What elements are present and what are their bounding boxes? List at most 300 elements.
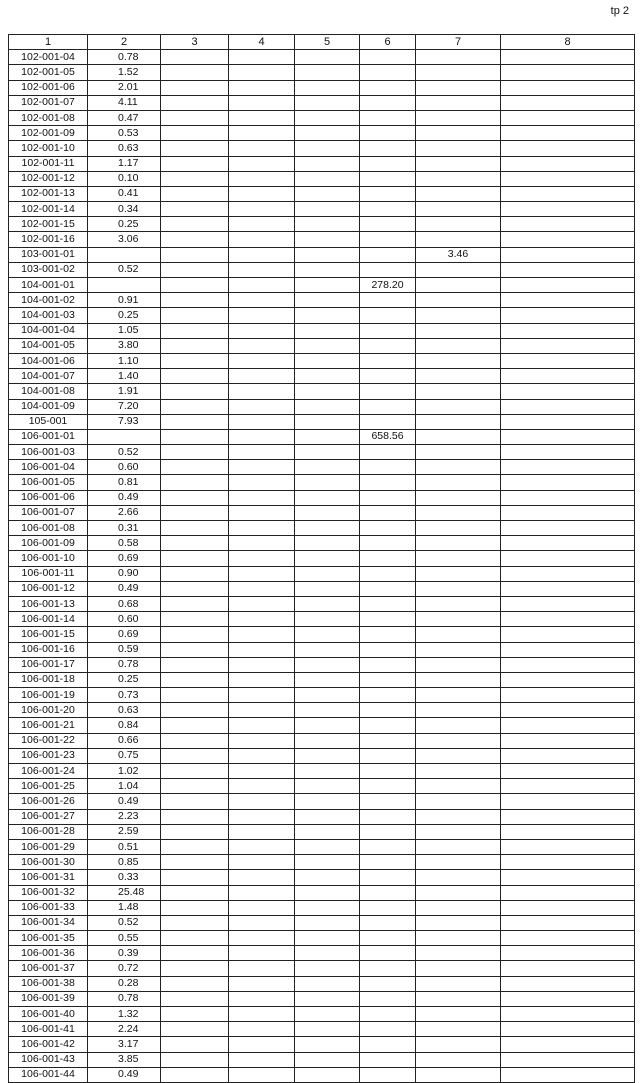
table-cell-col-3 — [161, 642, 229, 657]
table-cell-col-6 — [360, 748, 416, 763]
table-cell-col-1: 106-001-43 — [9, 1052, 88, 1067]
table-cell-col-3 — [161, 900, 229, 915]
table-cell-col-1: 106-001-06 — [9, 490, 88, 505]
table-cell-col-3 — [161, 232, 229, 247]
table-cell-col-4 — [229, 141, 295, 156]
table-cell-col-1: 106-001-22 — [9, 733, 88, 748]
table-cell-col-5 — [295, 703, 360, 718]
table-cell-col-4 — [229, 596, 295, 611]
table-cell-col-6 — [360, 293, 416, 308]
column-header-7: 7 — [416, 35, 501, 50]
table-cell-col-8 — [501, 824, 635, 839]
table-row — [9, 308, 635, 323]
table-cell-col-1: 102-001-13 — [9, 186, 88, 201]
table-cell-col-4 — [229, 551, 295, 566]
table-cell-col-5 — [295, 171, 360, 186]
table-cell-col-7 — [416, 870, 501, 885]
table-cell-col-1: 106-001-04 — [9, 460, 88, 475]
table-cell-col-7 — [416, 551, 501, 566]
table-cell-col-7 — [416, 126, 501, 141]
table-row — [9, 870, 635, 885]
table-cell-col-3 — [161, 931, 229, 946]
table-cell-col-7 — [416, 399, 501, 414]
table-cell-col-1: 104-001-09 — [9, 399, 88, 414]
table-cell-col-1: 106-001-07 — [9, 505, 88, 520]
table-cell-col-3 — [161, 824, 229, 839]
table-cell-col-8 — [501, 308, 635, 323]
table-cell-col-4 — [229, 642, 295, 657]
table-cell-col-2: 0.85 — [88, 855, 161, 870]
table-row — [9, 232, 635, 247]
table-cell-col-6 — [360, 839, 416, 854]
table-cell-col-6 — [360, 445, 416, 460]
table-cell-col-1: 106-001-20 — [9, 703, 88, 718]
table-row — [9, 551, 635, 566]
table-cell-col-7 — [416, 581, 501, 596]
table-cell-col-3 — [161, 764, 229, 779]
table-cell-col-8 — [501, 475, 635, 490]
table-cell-col-5 — [295, 110, 360, 125]
table-row — [9, 809, 635, 824]
table-cell-col-5 — [295, 1067, 360, 1082]
table-cell-col-7 — [416, 141, 501, 156]
table-cell-col-1: 106-001-21 — [9, 718, 88, 733]
table-cell-col-1: 102-001-05 — [9, 65, 88, 80]
table-cell-col-6 — [360, 1067, 416, 1082]
table-row — [9, 1067, 635, 1082]
table-cell-col-8 — [501, 581, 635, 596]
table-cell-col-2 — [88, 278, 161, 293]
table-cell-col-1: 104-001-07 — [9, 369, 88, 384]
table-cell-col-5 — [295, 672, 360, 687]
table-cell-col-3 — [161, 521, 229, 536]
table-cell-col-1: 106-001-27 — [9, 809, 88, 824]
table-cell-col-4 — [229, 1067, 295, 1082]
table-cell-col-7 — [416, 596, 501, 611]
table-row — [9, 536, 635, 551]
table-cell-col-7: 3.46 — [416, 247, 501, 262]
table-row — [9, 50, 635, 65]
table-cell-col-7 — [416, 931, 501, 946]
table-cell-col-6 — [360, 262, 416, 277]
table-cell-col-2: 0.49 — [88, 794, 161, 809]
table-cell-col-7 — [416, 232, 501, 247]
table-cell-col-2: 1.02 — [88, 764, 161, 779]
table-cell-col-2: 3.85 — [88, 1052, 161, 1067]
table-cell-col-3 — [161, 278, 229, 293]
table-cell-col-5 — [295, 490, 360, 505]
table-cell-col-1: 106-001-12 — [9, 581, 88, 596]
table-cell-col-2: 0.34 — [88, 202, 161, 217]
table-row — [9, 703, 635, 718]
table-cell-col-4 — [229, 1037, 295, 1052]
table-cell-col-3 — [161, 809, 229, 824]
table-cell-col-5 — [295, 95, 360, 110]
table-cell-col-2: 4.11 — [88, 95, 161, 110]
table-cell-col-1: 106-001-16 — [9, 642, 88, 657]
table-row — [9, 217, 635, 232]
table-cell-col-6 — [360, 596, 416, 611]
table-cell-col-4 — [229, 566, 295, 581]
table-cell-col-1: 106-001-05 — [9, 475, 88, 490]
table-cell-col-6 — [360, 1007, 416, 1022]
table-cell-col-7 — [416, 764, 501, 779]
table-cell-col-6 — [360, 460, 416, 475]
table-cell-col-2: 0.52 — [88, 445, 161, 460]
table-cell-col-4 — [229, 885, 295, 900]
table-cell-col-3 — [161, 1037, 229, 1052]
table-cell-col-8 — [501, 399, 635, 414]
table-cell-col-4 — [229, 991, 295, 1006]
table-cell-col-7 — [416, 429, 501, 444]
table-cell-col-2: 0.90 — [88, 566, 161, 581]
table-cell-col-8 — [501, 536, 635, 551]
table-cell-col-2: 0.78 — [88, 50, 161, 65]
table-cell-col-3 — [161, 1022, 229, 1037]
table-row — [9, 399, 635, 414]
table-cell-col-7 — [416, 672, 501, 687]
table-cell-col-4 — [229, 809, 295, 824]
table-cell-col-1: 104-001-08 — [9, 384, 88, 399]
table-cell-col-8 — [501, 384, 635, 399]
table-cell-col-6 — [360, 308, 416, 323]
table-cell-col-2: 0.31 — [88, 521, 161, 536]
table-cell-col-1: 106-001-24 — [9, 764, 88, 779]
table-cell-col-5 — [295, 870, 360, 885]
table-cell-col-3 — [161, 1052, 229, 1067]
table-cell-col-5 — [295, 809, 360, 824]
table-cell-col-7 — [416, 186, 501, 201]
table-cell-col-4 — [229, 202, 295, 217]
table-cell-col-4 — [229, 748, 295, 763]
table-cell-col-7 — [416, 80, 501, 95]
table-cell-col-7 — [416, 338, 501, 353]
table-row — [9, 627, 635, 642]
table-cell-col-1: 104-001-06 — [9, 353, 88, 368]
table-row — [9, 95, 635, 110]
table-cell-col-2: 2.01 — [88, 80, 161, 95]
table-row — [9, 915, 635, 930]
table-cell-col-6 — [360, 80, 416, 95]
table-cell-col-6 — [360, 900, 416, 915]
table-row — [9, 247, 635, 262]
table-row — [9, 65, 635, 80]
table-cell-col-5 — [295, 505, 360, 520]
table-row — [9, 612, 635, 627]
table-cell-col-6 — [360, 976, 416, 991]
table-cell-col-1: 102-001-07 — [9, 95, 88, 110]
table-row — [9, 490, 635, 505]
table-cell-col-5 — [295, 688, 360, 703]
table-cell-col-3 — [161, 733, 229, 748]
table-row — [9, 824, 635, 839]
table-cell-col-4 — [229, 521, 295, 536]
table-row — [9, 384, 635, 399]
table-cell-col-7 — [416, 1007, 501, 1022]
column-header-4: 4 — [229, 35, 295, 50]
table-cell-col-1: 106-001-11 — [9, 566, 88, 581]
table-cell-col-5 — [295, 566, 360, 581]
table-cell-col-7 — [416, 202, 501, 217]
table-cell-col-8 — [501, 156, 635, 171]
table-cell-col-6 — [360, 718, 416, 733]
table-cell-col-7 — [416, 961, 501, 976]
table-cell-col-1: 105-001 — [9, 414, 88, 429]
table-cell-col-6 — [360, 824, 416, 839]
table-cell-col-4 — [229, 126, 295, 141]
table-cell-col-5 — [295, 141, 360, 156]
table-cell-col-4 — [229, 976, 295, 991]
table-cell-col-3 — [161, 596, 229, 611]
table-cell-col-7 — [416, 824, 501, 839]
table-cell-col-3 — [161, 293, 229, 308]
table-cell-col-1: 102-001-14 — [9, 202, 88, 217]
table-cell-col-2: 1.10 — [88, 353, 161, 368]
table-row — [9, 521, 635, 536]
table-cell-col-6 — [360, 703, 416, 718]
table-cell-col-2: 2.23 — [88, 809, 161, 824]
table-cell-col-4 — [229, 445, 295, 460]
table-cell-col-4 — [229, 369, 295, 384]
table-cell-col-1: 106-001-08 — [9, 521, 88, 536]
table-cell-col-3 — [161, 414, 229, 429]
table-cell-col-3 — [161, 551, 229, 566]
table-row — [9, 718, 635, 733]
table-cell-col-5 — [295, 50, 360, 65]
table-cell-col-7 — [416, 95, 501, 110]
table-cell-col-2: 0.72 — [88, 961, 161, 976]
table-cell-col-8 — [501, 186, 635, 201]
table-cell-col-2: 0.66 — [88, 733, 161, 748]
table-cell-col-8 — [501, 110, 635, 125]
table-cell-col-2: 0.52 — [88, 915, 161, 930]
table-cell-col-4 — [229, 217, 295, 232]
table-cell-col-4 — [229, 946, 295, 961]
table-cell-col-5 — [295, 551, 360, 566]
table-cell-col-6 — [360, 247, 416, 262]
table-cell-col-1: 106-001-28 — [9, 824, 88, 839]
table-cell-col-1: 106-001-14 — [9, 612, 88, 627]
table-cell-col-5 — [295, 612, 360, 627]
table-cell-col-2: 0.55 — [88, 931, 161, 946]
table-cell-col-2: 2.66 — [88, 505, 161, 520]
table-cell-col-4 — [229, 581, 295, 596]
table-cell-col-4 — [229, 870, 295, 885]
table-cell-col-2: 0.58 — [88, 536, 161, 551]
table-cell-col-3 — [161, 95, 229, 110]
table-cell-col-5 — [295, 369, 360, 384]
table-cell-col-8 — [501, 1052, 635, 1067]
table-cell-col-7 — [416, 733, 501, 748]
table-cell-col-4 — [229, 156, 295, 171]
table-cell-col-5 — [295, 384, 360, 399]
table-cell-col-2: 1.17 — [88, 156, 161, 171]
table-cell-col-1: 103-001-02 — [9, 262, 88, 277]
table-cell-col-3 — [161, 961, 229, 976]
table-cell-col-2: 0.47 — [88, 110, 161, 125]
table-cell-col-5 — [295, 232, 360, 247]
table-row — [9, 156, 635, 171]
table-cell-col-4 — [229, 627, 295, 642]
table-cell-col-2: 0.63 — [88, 703, 161, 718]
table-cell-col-5 — [295, 915, 360, 930]
table-cell-col-4 — [229, 384, 295, 399]
table-cell-col-1: 106-001-39 — [9, 991, 88, 1006]
table-cell-col-4 — [229, 733, 295, 748]
table-cell-col-2: 0.28 — [88, 976, 161, 991]
table-cell-col-6 — [360, 627, 416, 642]
table-cell-col-3 — [161, 703, 229, 718]
table-cell-col-1: 104-001-02 — [9, 293, 88, 308]
table-row — [9, 429, 635, 444]
table-cell-col-8 — [501, 718, 635, 733]
table-cell-col-2: 3.06 — [88, 232, 161, 247]
table-cell-col-8 — [501, 870, 635, 885]
table-cell-col-7 — [416, 976, 501, 991]
table-row — [9, 171, 635, 186]
table-cell-col-3 — [161, 657, 229, 672]
table-cell-col-7 — [416, 946, 501, 961]
table-cell-col-8 — [501, 95, 635, 110]
table-row — [9, 794, 635, 809]
table-row — [9, 855, 635, 870]
table-cell-col-4 — [229, 703, 295, 718]
table-cell-col-7 — [416, 505, 501, 520]
table-cell-col-2: 2.24 — [88, 1022, 161, 1037]
table-row — [9, 1037, 635, 1052]
table-cell-col-3 — [161, 991, 229, 1006]
table-cell-col-6 — [360, 475, 416, 490]
table-cell-col-4 — [229, 505, 295, 520]
table-cell-col-1: 102-001-10 — [9, 141, 88, 156]
table-cell-col-1: 102-001-04 — [9, 50, 88, 65]
table-cell-col-6: 278.20 — [360, 278, 416, 293]
column-header-5: 5 — [295, 35, 360, 50]
table-cell-col-8 — [501, 764, 635, 779]
table-cell-col-5 — [295, 839, 360, 854]
table-cell-col-8 — [501, 460, 635, 475]
table-cell-col-5 — [295, 581, 360, 596]
table-cell-col-5 — [295, 217, 360, 232]
table-cell-col-6 — [360, 612, 416, 627]
table-cell-col-4 — [229, 612, 295, 627]
table-cell-col-1: 106-001-33 — [9, 900, 88, 915]
table-cell-col-5 — [295, 536, 360, 551]
table-cell-col-6 — [360, 536, 416, 551]
table-cell-col-2: 0.69 — [88, 551, 161, 566]
table-cell-col-8 — [501, 566, 635, 581]
table-cell-col-6 — [360, 1037, 416, 1052]
table-cell-col-5 — [295, 748, 360, 763]
table-cell-col-4 — [229, 80, 295, 95]
table-cell-col-8 — [501, 171, 635, 186]
table-cell-col-8 — [501, 490, 635, 505]
data-table — [8, 34, 635, 1083]
table-cell-col-7 — [416, 278, 501, 293]
table-cell-col-2: 0.25 — [88, 217, 161, 232]
table-cell-col-1: 103-001-01 — [9, 247, 88, 262]
table-cell-col-2: 0.78 — [88, 991, 161, 1006]
table-cell-col-5 — [295, 399, 360, 414]
table-cell-col-4 — [229, 247, 295, 262]
table-cell-col-5 — [295, 445, 360, 460]
table-cell-col-3 — [161, 748, 229, 763]
table-cell-col-3 — [161, 915, 229, 930]
table-cell-col-3 — [161, 202, 229, 217]
table-cell-col-7 — [416, 703, 501, 718]
table-cell-col-2: 3.80 — [88, 338, 161, 353]
table-cell-col-5 — [295, 946, 360, 961]
table-cell-col-2: 0.53 — [88, 126, 161, 141]
table-row — [9, 353, 635, 368]
table-cell-col-2: 0.60 — [88, 460, 161, 475]
table-cell-col-3 — [161, 65, 229, 80]
table-cell-col-5 — [295, 475, 360, 490]
table-cell-col-8 — [501, 353, 635, 368]
table-cell-col-1: 106-001-15 — [9, 627, 88, 642]
table-cell-col-7 — [416, 50, 501, 65]
table-cell-col-2: 0.10 — [88, 171, 161, 186]
table-cell-col-6 — [360, 809, 416, 824]
column-header-1: 1 — [9, 35, 88, 50]
table-cell-col-4 — [229, 95, 295, 110]
header-row — [9, 35, 635, 50]
table-cell-col-2: 7.20 — [88, 399, 161, 414]
table-cell-col-4 — [229, 824, 295, 839]
table-cell-col-7 — [416, 688, 501, 703]
table-cell-col-4 — [229, 65, 295, 80]
table-cell-col-6 — [360, 855, 416, 870]
table-cell-col-7 — [416, 521, 501, 536]
table-cell-col-3 — [161, 262, 229, 277]
table-cell-col-5 — [295, 247, 360, 262]
table-body — [9, 50, 635, 1083]
table-cell-col-4 — [229, 186, 295, 201]
table-cell-col-7 — [416, 445, 501, 460]
table-cell-col-6 — [360, 946, 416, 961]
table-cell-col-1: 106-001-10 — [9, 551, 88, 566]
table-cell-col-6 — [360, 794, 416, 809]
table-cell-col-4 — [229, 429, 295, 444]
table-cell-col-2: 1.91 — [88, 384, 161, 399]
table-row — [9, 126, 635, 141]
table-cell-col-5 — [295, 642, 360, 657]
table-cell-col-8 — [501, 885, 635, 900]
table-cell-col-4 — [229, 323, 295, 338]
table-cell-col-6 — [360, 141, 416, 156]
table-cell-col-2: 2.59 — [88, 824, 161, 839]
table-cell-col-1: 106-001-36 — [9, 946, 88, 961]
table-cell-col-7 — [416, 110, 501, 125]
table-cell-col-8 — [501, 217, 635, 232]
table-row — [9, 779, 635, 794]
table-cell-col-5 — [295, 429, 360, 444]
table-cell-col-2: 0.78 — [88, 657, 161, 672]
table-cell-col-8 — [501, 50, 635, 65]
table-row — [9, 657, 635, 672]
table-cell-col-2: 0.39 — [88, 946, 161, 961]
table-cell-col-3 — [161, 1007, 229, 1022]
table-cell-col-3 — [161, 460, 229, 475]
table-cell-col-7 — [416, 414, 501, 429]
table-row — [9, 931, 635, 946]
table-cell-col-1: 106-001-13 — [9, 596, 88, 611]
table-cell-col-6 — [360, 490, 416, 505]
table-cell-col-5 — [295, 931, 360, 946]
table-cell-col-6 — [360, 338, 416, 353]
table-cell-col-4 — [229, 308, 295, 323]
table-cell-col-5 — [295, 1052, 360, 1067]
